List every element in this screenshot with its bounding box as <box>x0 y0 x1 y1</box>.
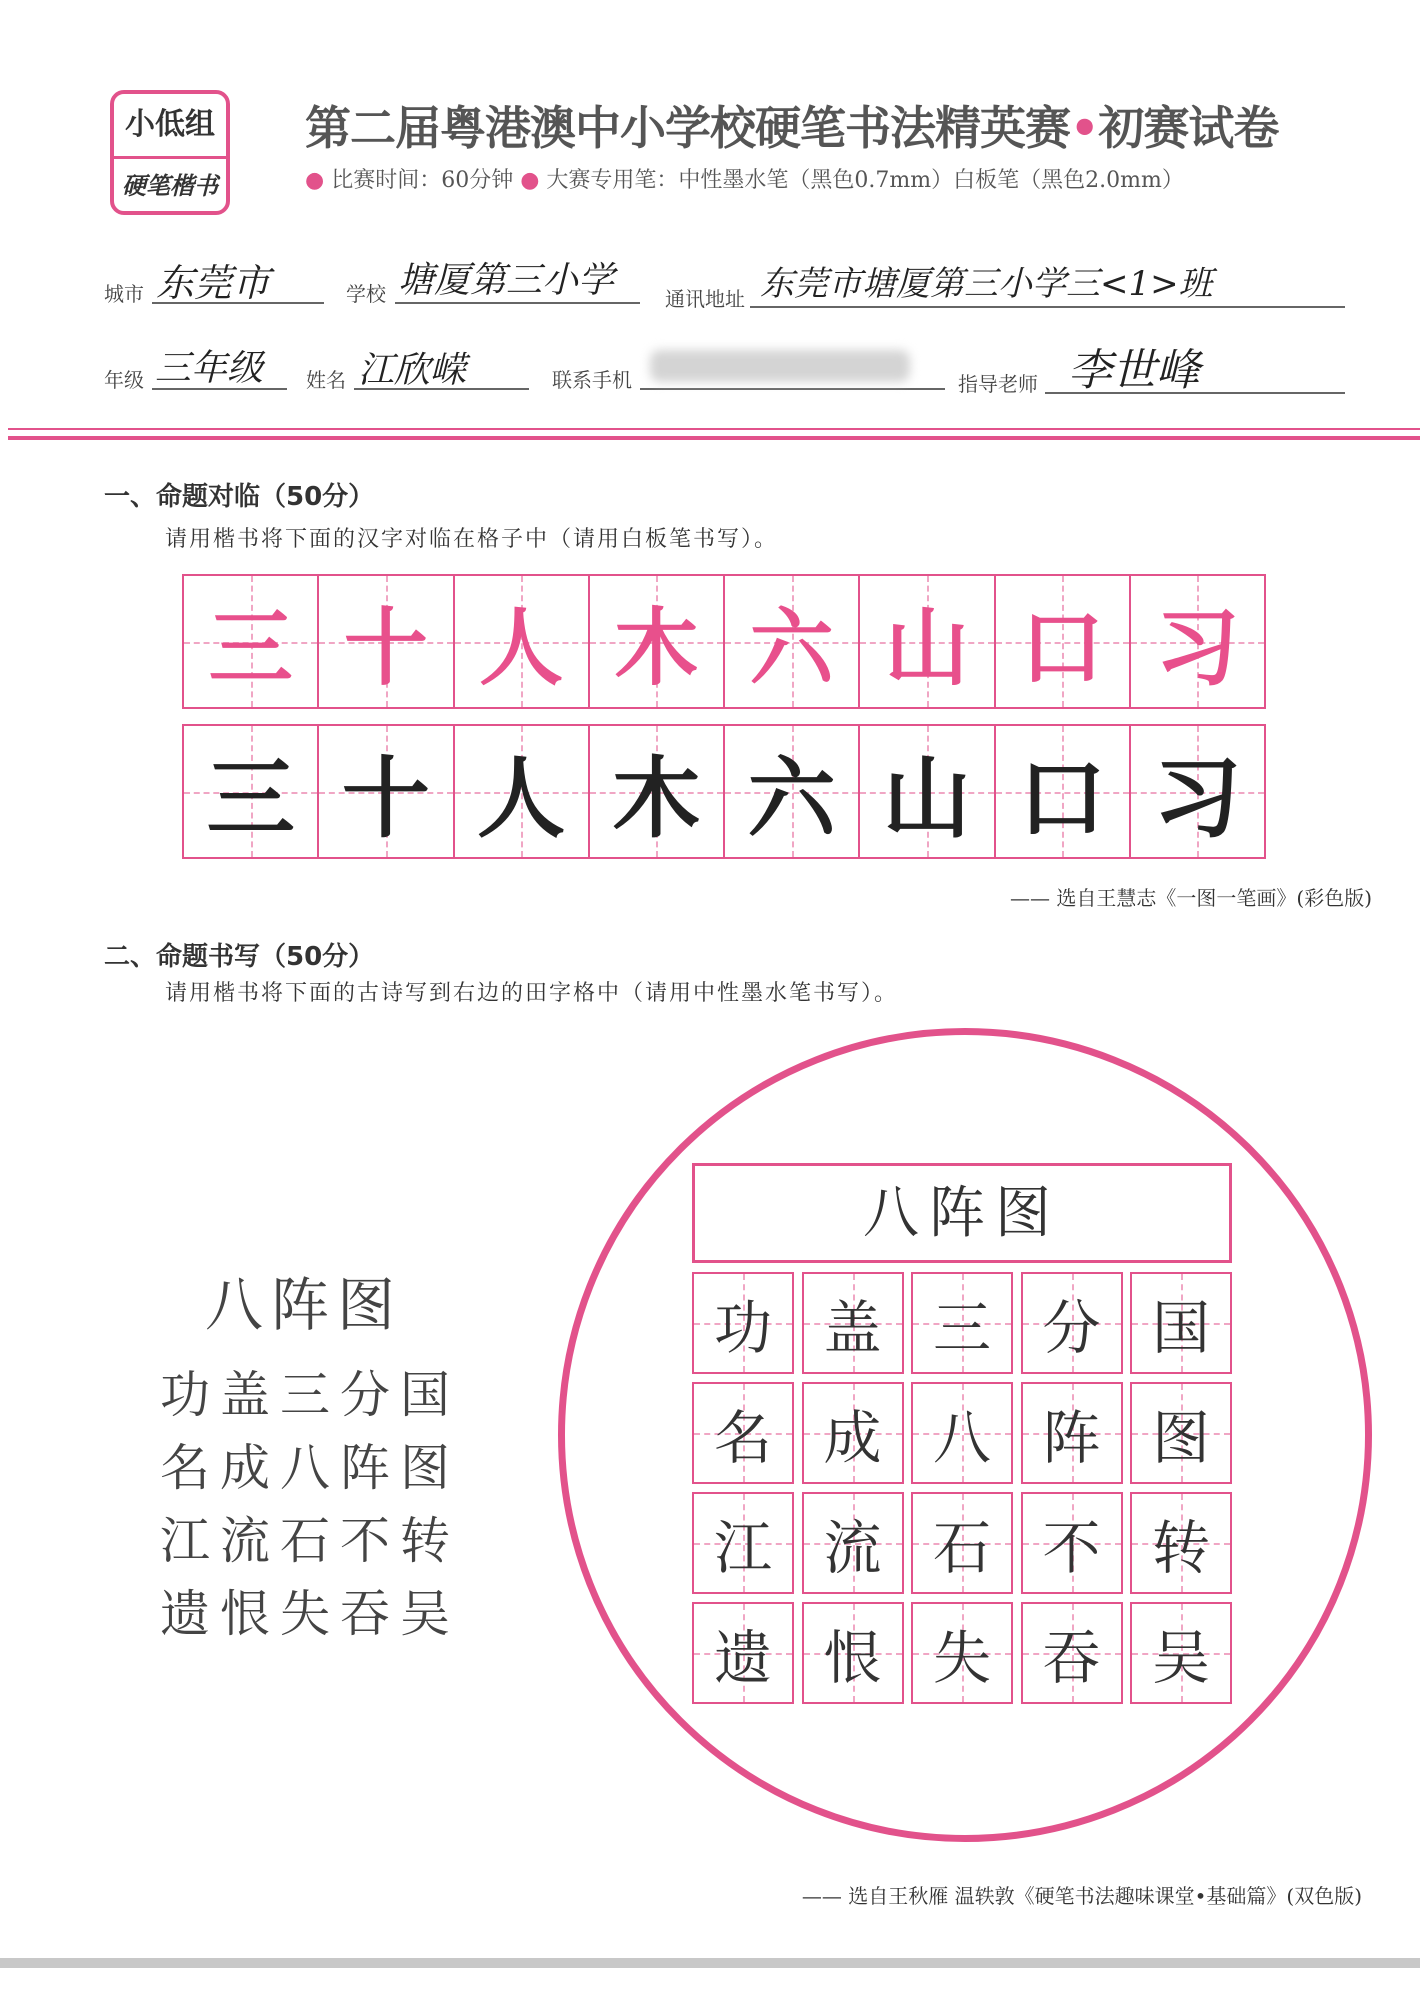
tian-cell[interactable]: 遗 <box>692 1602 794 1704</box>
section2-heading: 二、命题书写（50分） <box>104 942 375 972</box>
tian-cell[interactable]: 不 <box>1021 1492 1123 1594</box>
writing-cell[interactable]: 木 <box>590 726 725 857</box>
badge-category-label: 硬笔楷书 <box>122 171 218 200</box>
model-cell: 人 <box>455 576 590 707</box>
title-tail: 初赛试卷 <box>1098 101 1279 155</box>
writing-cell[interactable]: 人 <box>455 726 590 857</box>
badge-group-label: 小低组 <box>114 94 226 159</box>
poem-title: 八阵图 <box>205 1271 404 1339</box>
model-cell: 习 <box>1131 576 1264 707</box>
bottom-border <box>0 1958 1420 1968</box>
grade-label: 年级 <box>104 368 144 392</box>
section1-instruction: 请用楷书将下面的汉字对临在格子中（请用白板笔书写）。 <box>165 527 779 552</box>
tian-cell[interactable]: 国 <box>1130 1272 1232 1374</box>
tian-cell[interactable]: 盖 <box>802 1272 904 1374</box>
writing-cell[interactable]: 习 <box>1131 726 1264 857</box>
bullet-icon: ● <box>520 168 540 193</box>
tian-cell[interactable]: 失 <box>911 1602 1013 1704</box>
name-field[interactable]: 江欣嵘 <box>358 350 467 391</box>
phone-line <box>640 388 945 390</box>
tian-cell[interactable]: 成 <box>802 1382 904 1484</box>
grid-row <box>692 1382 1232 1484</box>
grid-row <box>692 1602 1232 1704</box>
tian-cell[interactable]: 图 <box>1130 1382 1232 1484</box>
tian-cell[interactable]: 石 <box>911 1492 1013 1594</box>
exam-pens: 大赛专用笔：中性墨水笔（黑色0.7mm）白板笔（黑色2.0mm） <box>546 168 1184 193</box>
page-title <box>305 92 1278 158</box>
bullet-icon: ● <box>305 168 325 193</box>
writing-grid[interactable] <box>182 724 1266 859</box>
divider-thin <box>8 428 1420 430</box>
tian-cell[interactable]: 吴 <box>1130 1602 1232 1704</box>
model-cell: 三 <box>184 576 319 707</box>
poem-line: 江流石不转 <box>160 1512 460 1570</box>
title-dot: • <box>1070 101 1099 155</box>
group-badge <box>110 90 230 215</box>
teacher-label: 指导老师 <box>958 372 1038 396</box>
exam-time: 比赛时间：60分钟 <box>331 168 514 193</box>
divider-thick <box>8 436 1420 440</box>
city-field[interactable]: 东莞市 <box>156 261 271 305</box>
address-field[interactable]: 东莞市塘厦第三小学三<1>班 <box>760 264 1213 304</box>
model-cell: 木 <box>590 576 725 707</box>
exam-info <box>305 163 1184 194</box>
tian-cell[interactable]: 分 <box>1021 1272 1123 1374</box>
model-cell: 口 <box>996 576 1131 707</box>
tian-cell[interactable]: 吞 <box>1021 1602 1123 1704</box>
section2-citation: —— 选自王秋雁 温轶敦《硬笔书法趣味课堂•基础篇》(双色版) <box>801 1884 1362 1908</box>
tian-cell[interactable]: 三 <box>911 1272 1013 1374</box>
handwritten-title-box[interactable]: 八阵图 <box>692 1163 1232 1263</box>
school-field[interactable]: 塘厦第三小学 <box>398 260 615 301</box>
school-label: 学校 <box>346 282 386 306</box>
writing-cell[interactable]: 三 <box>184 726 319 857</box>
model-cell: 六 <box>725 576 860 707</box>
model-grid <box>182 574 1266 709</box>
poem-line: 遗恨失吞吴 <box>160 1585 460 1643</box>
address-label: 通讯地址 <box>665 287 745 311</box>
section1-citation: —— 选自王慧志《一图一笔画》(彩色版) <box>1010 886 1372 910</box>
name-label: 姓名 <box>306 368 346 392</box>
title-main: 第二届粤港澳中小学校硬笔书法精英赛 <box>305 101 1070 155</box>
model-cell: 十 <box>319 576 454 707</box>
tian-cell[interactable]: 八 <box>911 1382 1013 1484</box>
tian-cell[interactable]: 江 <box>692 1492 794 1594</box>
writing-cell[interactable]: 口 <box>996 726 1131 857</box>
poem-line: 功盖三分国 <box>160 1366 460 1424</box>
writing-cell[interactable]: 十 <box>319 726 454 857</box>
city-label: 城市 <box>104 282 144 306</box>
phone-label: 联系手机 <box>552 368 632 392</box>
grid-row <box>692 1272 1232 1374</box>
poem-line: 名成八阵图 <box>160 1439 460 1497</box>
tian-cell[interactable]: 流 <box>802 1492 904 1594</box>
phone-field[interactable] <box>650 350 910 382</box>
tian-cell[interactable]: 阵 <box>1021 1382 1123 1484</box>
address-line <box>750 306 1345 308</box>
model-cell: 山 <box>860 576 995 707</box>
writing-cell[interactable]: 山 <box>860 726 995 857</box>
section2-instruction: 请用楷书将下面的古诗写到右边的田字格中（请用中性墨水笔书写）。 <box>165 981 899 1006</box>
tian-cell[interactable]: 转 <box>1130 1492 1232 1594</box>
grade-field[interactable]: 三年级 <box>155 348 264 389</box>
tian-cell[interactable]: 功 <box>692 1272 794 1374</box>
teacher-field[interactable]: 李世峰 <box>1068 345 1200 396</box>
tian-cell[interactable]: 名 <box>692 1382 794 1484</box>
grid-row <box>692 1492 1232 1594</box>
writing-cell[interactable]: 六 <box>725 726 860 857</box>
section1-heading: 一、命题对临（50分） <box>104 482 375 512</box>
tian-cell[interactable]: 恨 <box>802 1602 904 1704</box>
